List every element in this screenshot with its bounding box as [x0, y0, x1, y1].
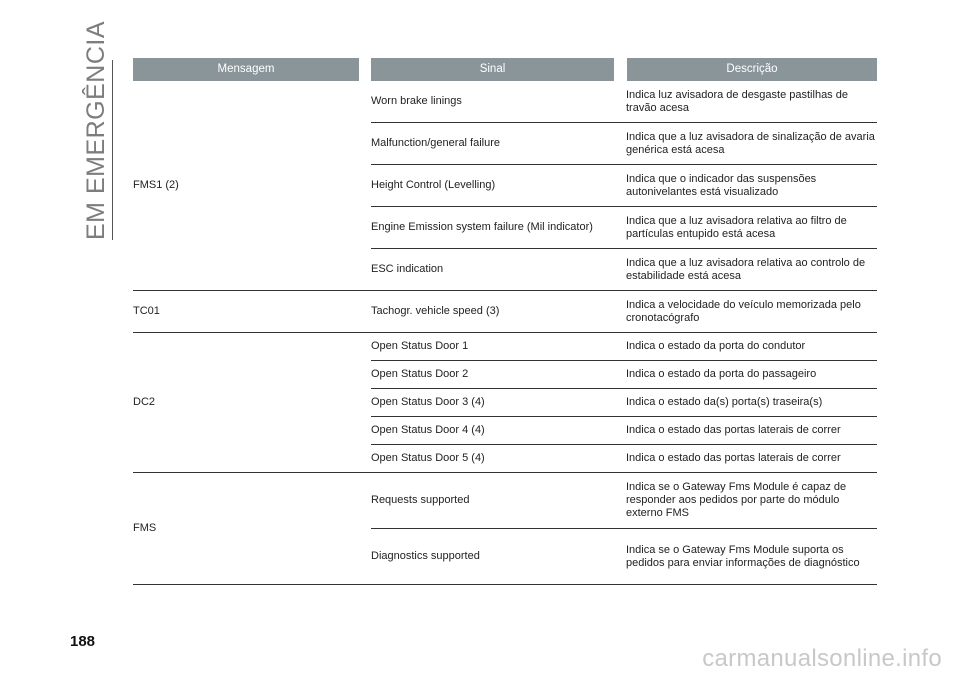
table-row [371, 360, 877, 388]
table-row [371, 122, 877, 164]
table-row [371, 248, 877, 290]
description-cell: Indica o estado da(s) porta(s) traseira(s) [626, 396, 823, 408]
table-row [371, 333, 877, 360]
description-cell: Indica que a luz avisadora de sinalização de avaria genérica está acesa [626, 130, 875, 156]
table-row [371, 81, 877, 122]
signal-cell: Height Control (Levelling) [371, 179, 496, 191]
signal-cell: Open Status Door 3 (4) [371, 396, 485, 408]
watermark: carmanualsonline.info [702, 645, 942, 672]
description-cell: Indica o estado da porta do passageiro [626, 368, 817, 380]
section-title: EM EMERGÊNCIA [82, 20, 110, 240]
signal-cell: Open Status Door 5 (4) [371, 452, 485, 464]
header-sinal: Sinal [371, 58, 614, 81]
signal-cell: Malfunction/general failure [371, 137, 501, 149]
table-row [371, 291, 877, 332]
group-message: TC01 [133, 305, 160, 317]
group-fms [133, 473, 877, 585]
table-row [371, 444, 877, 472]
table-row [371, 473, 877, 528]
group-message: DC2 [133, 396, 156, 408]
group-fms1 [133, 81, 877, 291]
signal-cell: Requests supported [371, 494, 470, 506]
signal-cell: ESC indication [371, 263, 444, 275]
description-cell: Indica a velocidade do veículo memorizada pelo cronotacógrafo [626, 298, 861, 324]
description-cell: Indica que a luz avisadora relativa ao controlo de estabilidade está acesa [626, 256, 866, 282]
table-row [371, 388, 877, 416]
table-row [371, 164, 877, 206]
signal-cell: Engine Emission system failure (Mil indicator) [371, 221, 593, 233]
description-cell: Indica que a luz avisadora relativa ao filtro de partículas entupido está acesa [626, 214, 847, 240]
signal-cell: Diagnostics supported [371, 550, 480, 562]
group-message: FMS1 (2) [133, 179, 179, 191]
signal-cell: Worn brake linings [371, 95, 462, 107]
description-cell: Indica se o Gateway Fms Module é capaz de responder aos pedidos por parte do módulo externo FMS [626, 481, 847, 519]
table-row [371, 416, 877, 444]
signal-cell: Open Status Door 1 [371, 340, 469, 352]
group-dc2 [133, 333, 877, 473]
description-cell: Indica que o indicador das suspensões autonivelantes está visualizado [626, 172, 817, 198]
header-mensagem: Mensagem [133, 58, 359, 81]
description-cell: Indica luz avisadora de desgaste pastilhas de travão acesa [626, 88, 848, 114]
description-cell: Indica o estado das portas laterais de correr [626, 452, 841, 464]
page-number: 188 [70, 633, 96, 650]
signal-cell: Tachogr. vehicle speed (3) [371, 305, 500, 317]
description-cell: Indica se o Gateway Fms Module suporta os pedidos para enviar informações de diagnóstico [626, 543, 860, 569]
group-tc01 [133, 291, 877, 333]
description-cell: Indica o estado das portas laterais de correr [626, 424, 841, 436]
description-cell: Indica o estado da porta do condutor [626, 340, 806, 352]
section-divider [112, 60, 113, 240]
signal-cell: Open Status Door 4 (4) [371, 424, 485, 436]
signal-cell: Open Status Door 2 [371, 368, 469, 380]
table-header [133, 58, 877, 81]
group-message: FMS [133, 522, 157, 534]
header-descricao: Descrição [627, 58, 877, 81]
table-row [371, 206, 877, 248]
table-row [371, 528, 877, 584]
message-signal-table [133, 58, 877, 585]
